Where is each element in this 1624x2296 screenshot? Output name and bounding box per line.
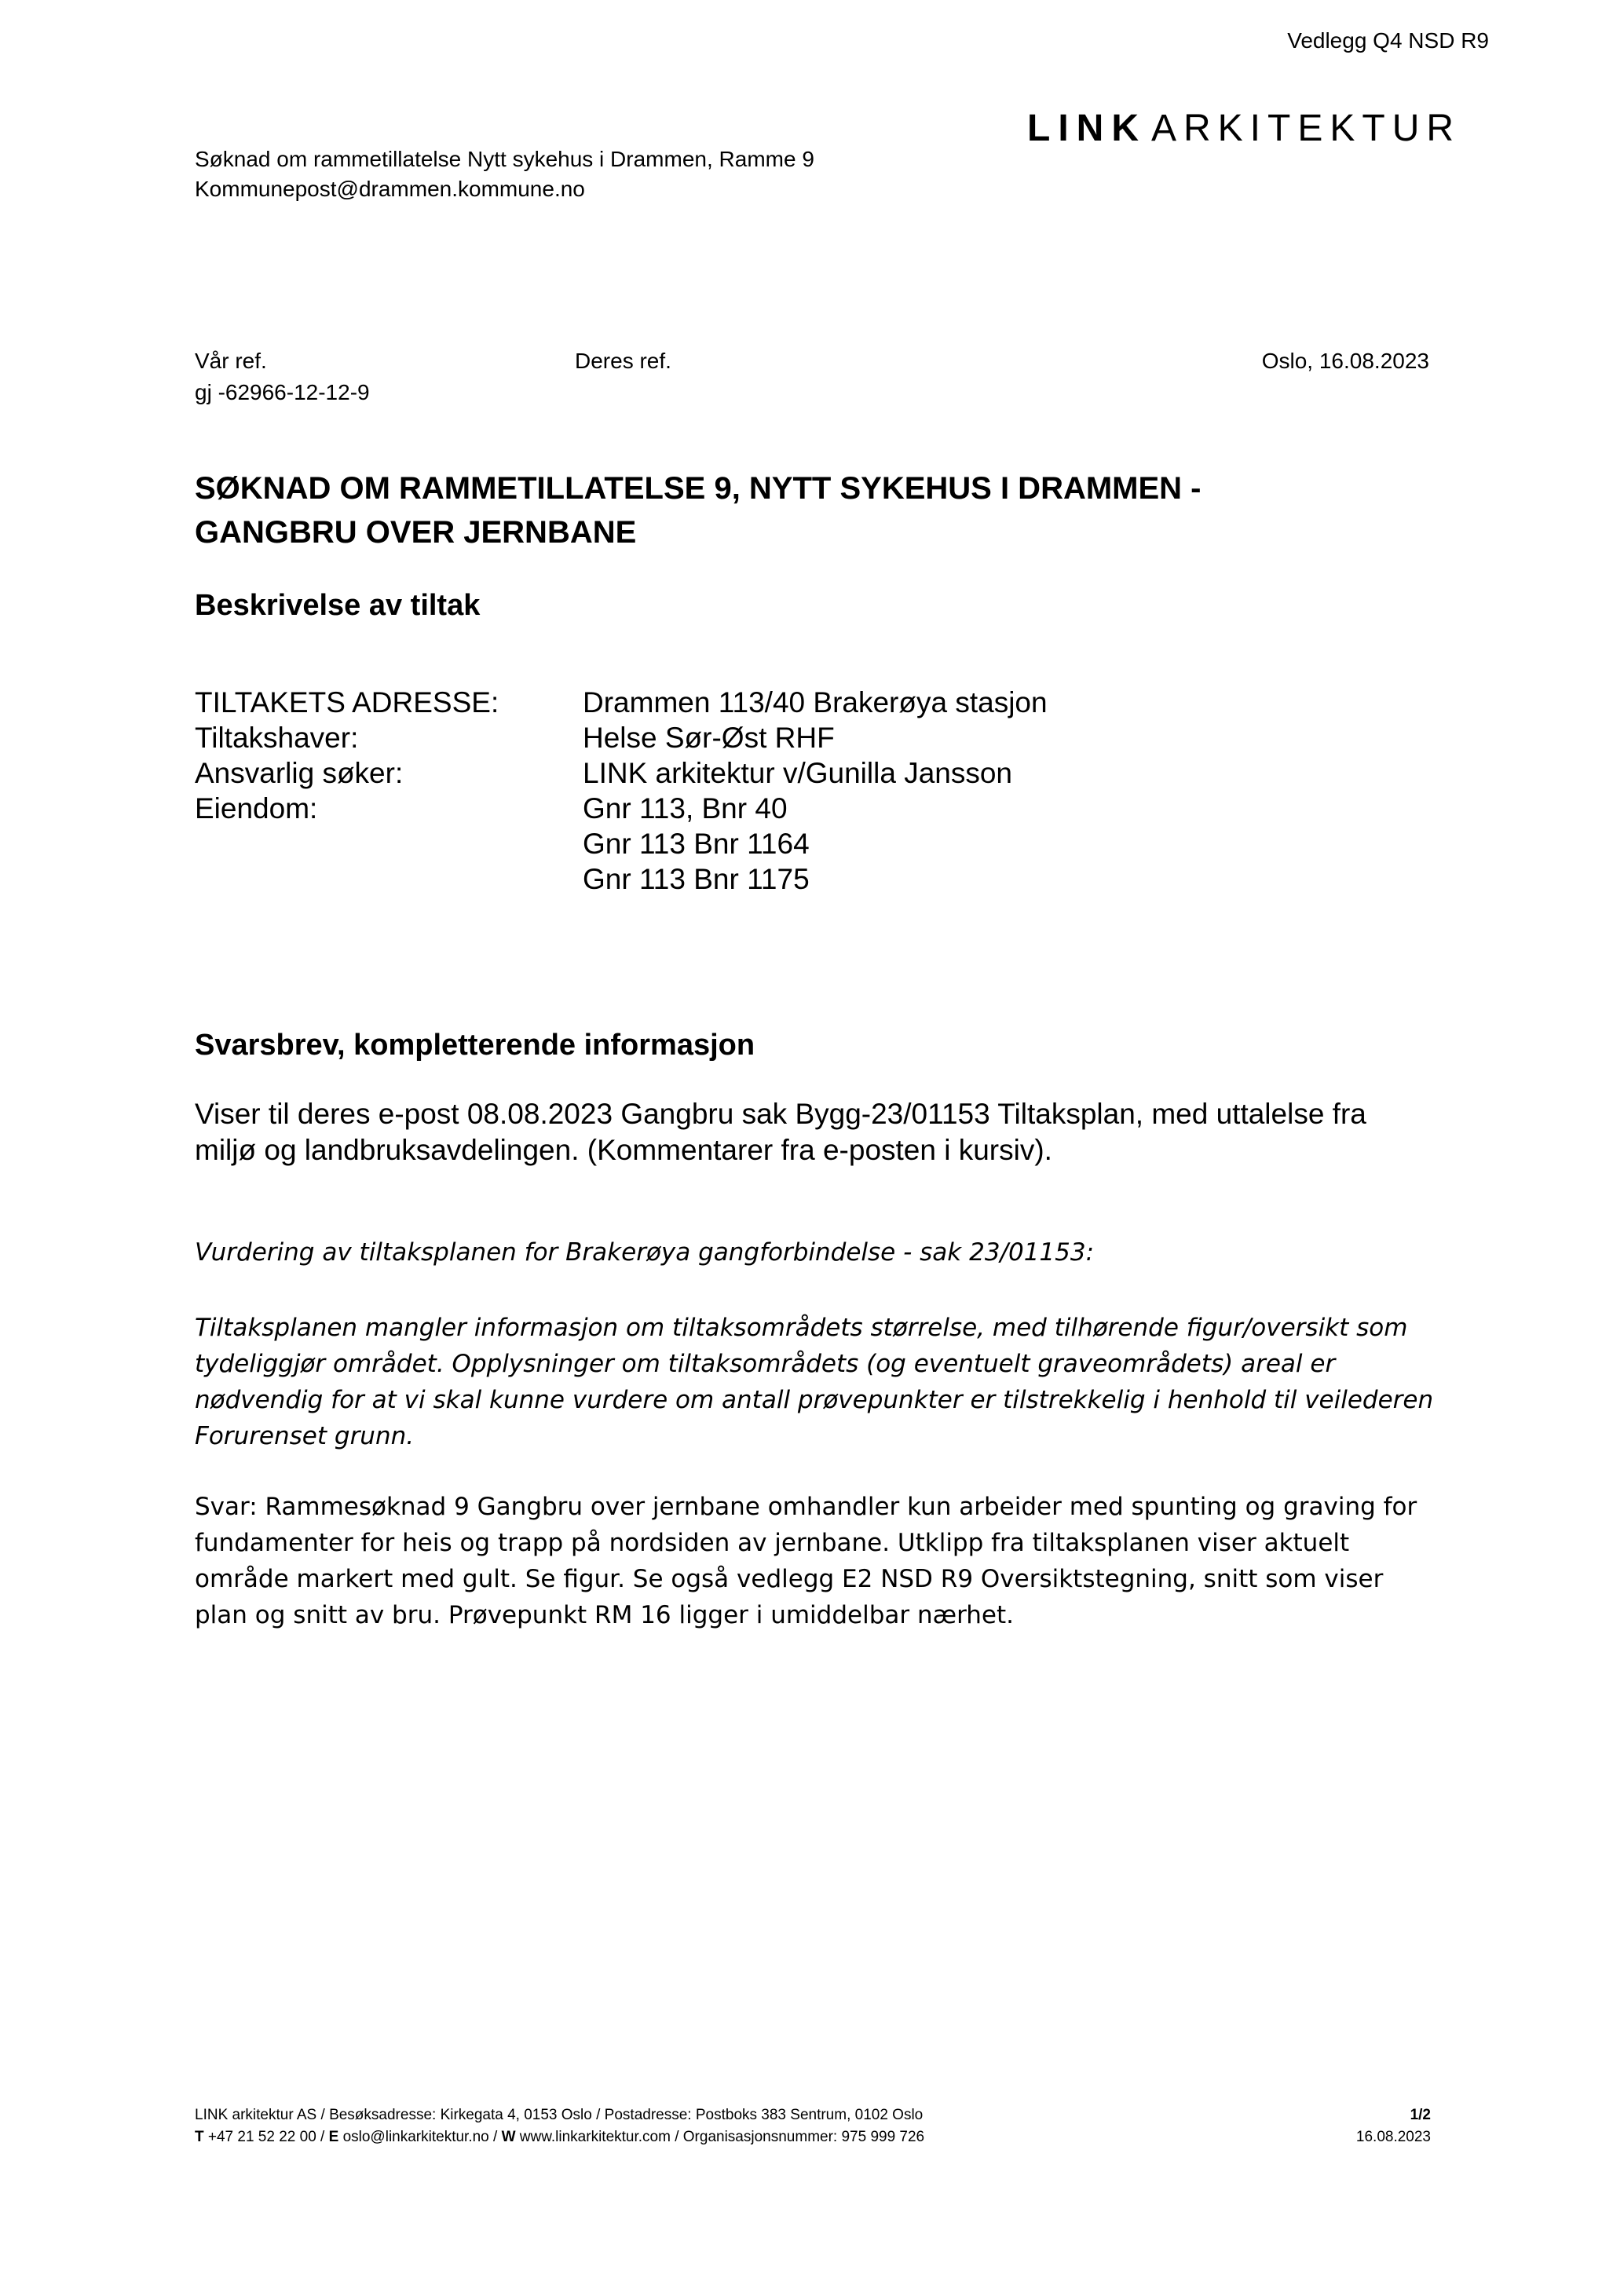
footer-address: LINK arkitektur AS / Besøksadresse: Kirkegata 4, 0153 Oslo / Postadresse: Postboks 383 Sentrum, 0102 Oslo xyxy=(195,2107,924,2123)
recipient-block xyxy=(195,144,814,204)
details-value: LINK arkitektur v/Gunilla Jansson xyxy=(583,757,1013,789)
company-logo xyxy=(1027,110,1461,148)
our-reference xyxy=(195,345,370,408)
quoted-comment-body: Tiltaksplanen mangler informasjon om tiltaksområdets størrelse, med tilhørende figur/oversikt som tydeliggjør området. Opplysninger om tiltaksområdets (og eventuelt graveområdets) areal er nødvendig for at vi skal kunne vurdere om antall prøvepunkter er tilstrekkelig i henhold til veilederen Forurenset grunn. xyxy=(195,1314,1434,1450)
details-value: Gnr 113 Bnr 1175 xyxy=(583,863,810,895)
details-value: Helse Sør-Øst RHF xyxy=(583,722,835,754)
footer-email: oslo@linkarkitektur.no / xyxy=(338,2129,502,2145)
footer-date: 16.08.2023 xyxy=(1355,2129,1431,2145)
footer-web: www.linkarkitektur.com / Organisasjonsnummer: 975 999 726 xyxy=(515,2129,925,2145)
details-row xyxy=(195,720,1048,755)
details-row xyxy=(195,791,1048,826)
footer-phone-label: T xyxy=(195,2129,204,2145)
logo-light-text: ARKITEKTUR xyxy=(1150,108,1461,149)
details-value: Drammen 113/40 Brakerøya stasjon xyxy=(583,686,1048,718)
footer-web-label: W xyxy=(501,2129,516,2145)
details-label xyxy=(195,826,583,861)
attachment-label: Vedlegg Q4 NSD R9 xyxy=(1287,28,1489,53)
recipient-subject: Søknad om rammetillatelse Nytt sykehus i Drammen, Ramme 9 xyxy=(195,147,814,171)
their-ref-label: Deres ref. xyxy=(575,349,671,373)
details-label xyxy=(195,861,583,897)
details-value: Gnr 113 Bnr 1164 xyxy=(583,828,810,860)
document-title-line2: GANGBRU OVER JERNBANE xyxy=(195,515,637,550)
quoted-comment-title: Vurdering av tiltaksplanen for Brakerøya gangforbindelse - sak 23/01153: xyxy=(195,1238,1095,1267)
details-table xyxy=(195,685,1048,897)
place-date: Oslo, 16.08.2023 xyxy=(1261,349,1429,373)
page-number: 1/2 xyxy=(1410,2107,1431,2123)
logo-bold-text: LINK xyxy=(1027,108,1147,149)
recipient-email: Kommunepost@drammen.kommune.no xyxy=(195,177,585,201)
their-reference xyxy=(575,345,671,377)
details-label: Eiendom: xyxy=(195,792,318,824)
document-title xyxy=(195,466,1429,554)
details-label: Ansvarlig søker: xyxy=(195,757,404,789)
footer-contact xyxy=(195,2126,924,2148)
details-label: TILTAKETS ADRESSE: xyxy=(195,686,499,718)
details-row xyxy=(195,755,1048,791)
footer-email-label: E xyxy=(328,2129,339,2145)
details-row xyxy=(195,685,1048,720)
details-value: Gnr 113, Bnr 40 xyxy=(583,792,788,824)
reply-heading: Svarsbrev, kompletterende informasjon xyxy=(195,1029,755,1062)
our-ref-value: gj -62966-12-12-9 xyxy=(195,380,370,404)
footer-phone: +47 21 52 22 00 / xyxy=(203,2129,329,2145)
details-row xyxy=(195,826,1048,861)
our-ref-label: Vår ref. xyxy=(195,349,267,373)
footer-page-info xyxy=(1356,2104,1431,2148)
answer-paragraph: Svar: Rammesøknad 9 Gangbru over jernbane omhandler kun arbeider med spunting og graving for fundamenter for heis og trapp på nordsiden av jernbane. Utklipp fra tiltaksplanen viser aktuelt område markert med gult. Se figur. Se også vedlegg E2 NSD R9 Oversiktstegning, snitt som viser plan og snitt av bru. Prøvepunkt RM 16 ligger i umiddelbar nærhet. xyxy=(195,1493,1417,1629)
details-label: Tiltakshaver: xyxy=(195,722,359,754)
reply-intro-paragraph: Viser til deres e-post 08.08.2023 Gangbru sak Bygg-23/01153 Tiltaksplan, med uttalelse fra miljø og landbruksavdelingen. (Kommentarer fra e-posten i kursiv). xyxy=(195,1098,1366,1166)
description-heading: Beskrivelse av tiltak xyxy=(195,589,481,622)
document-title-line1: SØKNAD OM RAMMETILLATELSE 9, NYTT SYKEHUS I DRAMMEN - xyxy=(195,471,1202,506)
details-row xyxy=(195,861,1048,897)
footer-company-info xyxy=(195,2104,924,2148)
